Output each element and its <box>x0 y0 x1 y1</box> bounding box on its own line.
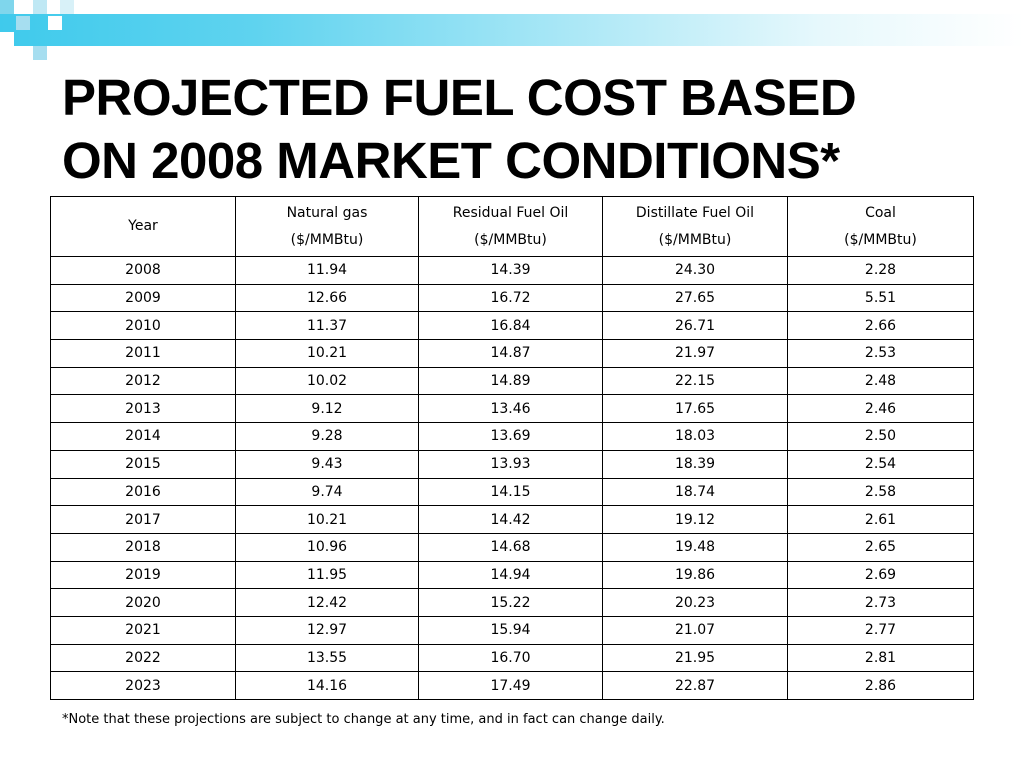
cell-natural-gas: 10.21 <box>236 506 419 534</box>
cell-year: 2013 <box>51 395 236 423</box>
decorative-square <box>48 16 62 30</box>
header-decorative-band <box>0 14 1024 46</box>
table-row <box>51 395 974 423</box>
column-header-year <box>51 197 236 257</box>
column-header-label: Residual Fuel Oil <box>452 204 569 221</box>
cell-year: 2012 <box>51 367 236 395</box>
column-header-residual-fuel-oil <box>419 197 603 257</box>
table-row <box>51 478 974 506</box>
cell-natural-gas: 9.12 <box>236 395 419 423</box>
cell-natural-gas: 11.95 <box>236 561 419 589</box>
cell-coal: 2.69 <box>788 561 974 589</box>
cell-natural-gas: 10.21 <box>236 340 419 368</box>
column-header-natural-gas <box>236 197 419 257</box>
cell-residual-fuel-oil: 16.72 <box>419 284 603 312</box>
cell-coal: 2.54 <box>788 450 974 478</box>
cell-natural-gas: 10.02 <box>236 367 419 395</box>
table-row <box>51 284 974 312</box>
cell-natural-gas: 12.97 <box>236 616 419 644</box>
table-row <box>51 312 974 340</box>
cell-residual-fuel-oil: 14.87 <box>419 340 603 368</box>
slide-title-line-2: ON 2008 MARKET CONDITIONS* <box>62 132 840 189</box>
cell-year: 2010 <box>51 312 236 340</box>
column-header-label: Year <box>128 218 158 234</box>
cell-distillate-fuel-oil: 26.71 <box>603 312 788 340</box>
cell-year: 2009 <box>51 284 236 312</box>
column-header-coal <box>788 197 974 257</box>
cell-distillate-fuel-oil: 21.07 <box>603 616 788 644</box>
cell-residual-fuel-oil: 13.93 <box>419 450 603 478</box>
cell-year: 2014 <box>51 423 236 451</box>
cell-natural-gas: 9.43 <box>236 450 419 478</box>
cell-coal: 2.53 <box>788 340 974 368</box>
cell-natural-gas: 11.94 <box>236 257 419 285</box>
table-body <box>51 257 974 700</box>
cell-coal: 2.48 <box>788 367 974 395</box>
column-header-unit: ($/MMBtu) <box>290 231 364 248</box>
cell-coal: 5.51 <box>788 284 974 312</box>
cell-residual-fuel-oil: 16.70 <box>419 644 603 672</box>
cell-distillate-fuel-oil: 27.65 <box>603 284 788 312</box>
table-row <box>51 340 974 368</box>
cell-year: 2021 <box>51 616 236 644</box>
decorative-square <box>16 16 30 30</box>
decorative-square <box>33 46 47 60</box>
table-row <box>51 423 974 451</box>
cell-coal: 2.58 <box>788 478 974 506</box>
cell-residual-fuel-oil: 14.89 <box>419 367 603 395</box>
cell-coal: 2.73 <box>788 589 974 617</box>
cell-year: 2017 <box>51 506 236 534</box>
cell-year: 2022 <box>51 644 236 672</box>
table-row <box>51 450 974 478</box>
cell-distillate-fuel-oil: 24.30 <box>603 257 788 285</box>
cell-year: 2016 <box>51 478 236 506</box>
cell-distillate-fuel-oil: 22.15 <box>603 367 788 395</box>
cell-distillate-fuel-oil: 18.39 <box>603 450 788 478</box>
cell-distillate-fuel-oil: 22.87 <box>603 672 788 700</box>
column-header-label: Natural gas <box>286 204 368 221</box>
cell-distillate-fuel-oil: 19.12 <box>603 506 788 534</box>
cell-residual-fuel-oil: 14.42 <box>419 506 603 534</box>
cell-coal: 2.50 <box>788 423 974 451</box>
cell-residual-fuel-oil: 16.84 <box>419 312 603 340</box>
cell-coal: 2.66 <box>788 312 974 340</box>
cell-distillate-fuel-oil: 20.23 <box>603 589 788 617</box>
cell-distillate-fuel-oil: 19.48 <box>603 533 788 561</box>
slide-title-line-1: PROJECTED FUEL COST BASED <box>62 69 857 126</box>
table-row <box>51 561 974 589</box>
cell-residual-fuel-oil: 14.94 <box>419 561 603 589</box>
cell-coal: 2.81 <box>788 644 974 672</box>
table-row <box>51 672 974 700</box>
fuel-cost-table <box>50 196 974 700</box>
cell-natural-gas: 9.28 <box>236 423 419 451</box>
cell-year: 2023 <box>51 672 236 700</box>
table-row <box>51 257 974 285</box>
cell-year: 2020 <box>51 589 236 617</box>
cell-distillate-fuel-oil: 18.74 <box>603 478 788 506</box>
cell-natural-gas: 12.42 <box>236 589 419 617</box>
cell-natural-gas: 10.96 <box>236 533 419 561</box>
cell-natural-gas: 9.74 <box>236 478 419 506</box>
column-header-distillate-fuel-oil <box>603 197 788 257</box>
cell-residual-fuel-oil: 14.15 <box>419 478 603 506</box>
table-row <box>51 644 974 672</box>
cell-year: 2015 <box>51 450 236 478</box>
cell-residual-fuel-oil: 14.68 <box>419 533 603 561</box>
decorative-square <box>33 0 47 14</box>
cell-residual-fuel-oil: 14.39 <box>419 257 603 285</box>
cell-distillate-fuel-oil: 17.65 <box>603 395 788 423</box>
cell-coal: 2.28 <box>788 257 974 285</box>
cell-residual-fuel-oil: 15.22 <box>419 589 603 617</box>
cell-coal: 2.65 <box>788 533 974 561</box>
column-header-unit: ($/MMBtu) <box>474 231 547 248</box>
cell-natural-gas: 11.37 <box>236 312 419 340</box>
cell-natural-gas: 14.16 <box>236 672 419 700</box>
decorative-square <box>60 0 74 14</box>
column-header-label: Distillate Fuel Oil <box>635 204 755 221</box>
table-row <box>51 367 974 395</box>
table-row <box>51 506 974 534</box>
cell-distillate-fuel-oil: 19.86 <box>603 561 788 589</box>
cell-coal: 2.86 <box>788 672 974 700</box>
cell-residual-fuel-oil: 13.69 <box>419 423 603 451</box>
cell-natural-gas: 12.66 <box>236 284 419 312</box>
column-header-unit: ($/MMBtu) <box>658 231 732 248</box>
cell-natural-gas: 13.55 <box>236 644 419 672</box>
table-header-row <box>51 197 974 257</box>
cell-year: 2011 <box>51 340 236 368</box>
column-header-unit: ($/MMBtu) <box>844 231 917 248</box>
cell-residual-fuel-oil: 17.49 <box>419 672 603 700</box>
cell-coal: 2.46 <box>788 395 974 423</box>
cell-distillate-fuel-oil: 18.03 <box>603 423 788 451</box>
decorative-square <box>0 0 14 14</box>
table-row <box>51 533 974 561</box>
column-header-label: Coal <box>865 204 896 221</box>
table-row <box>51 589 974 617</box>
slide-title <box>62 66 1002 192</box>
cell-year: 2008 <box>51 257 236 285</box>
footnote: *Note that these projections are subject to change at any time, and in fact can change daily. <box>62 712 665 727</box>
cell-coal: 2.61 <box>788 506 974 534</box>
cell-residual-fuel-oil: 15.94 <box>419 616 603 644</box>
cell-year: 2019 <box>51 561 236 589</box>
cell-distillate-fuel-oil: 21.95 <box>603 644 788 672</box>
cell-year: 2018 <box>51 533 236 561</box>
cell-distillate-fuel-oil: 21.97 <box>603 340 788 368</box>
cell-coal: 2.77 <box>788 616 974 644</box>
decorative-square <box>0 32 14 46</box>
cell-residual-fuel-oil: 13.46 <box>419 395 603 423</box>
table-row <box>51 616 974 644</box>
